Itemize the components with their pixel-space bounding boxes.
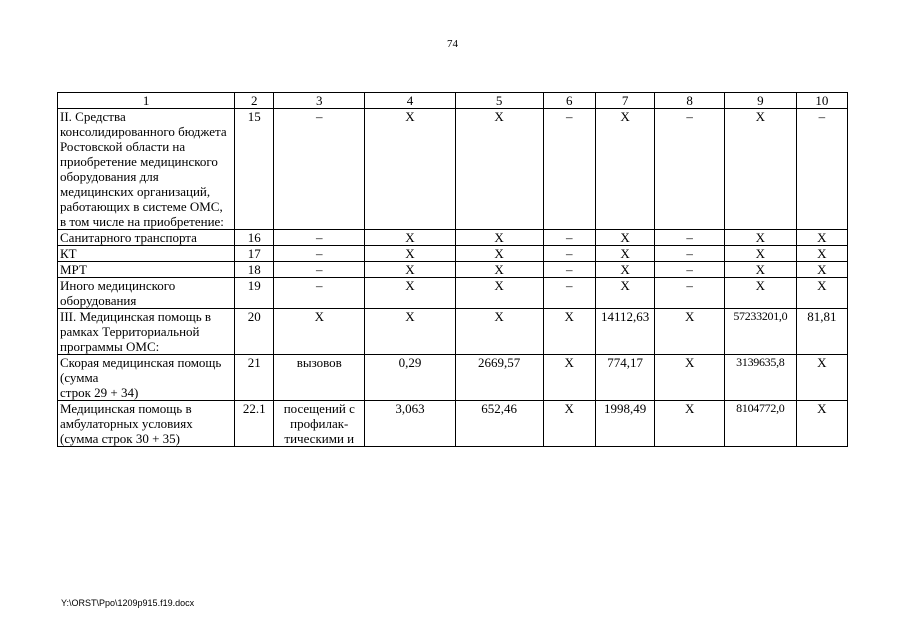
table-row <box>58 230 848 246</box>
table-cell: Х <box>365 109 455 230</box>
column-number-header: 7 <box>595 93 654 109</box>
table-cell: 18 <box>235 262 274 278</box>
table-cell: Х <box>595 278 654 309</box>
table-row <box>58 262 848 278</box>
table-cell: – <box>274 278 365 309</box>
table-cell: – <box>274 230 365 246</box>
table-cell: Х <box>655 309 725 355</box>
column-number-header: 4 <box>365 93 455 109</box>
table-cell: 21 <box>235 355 274 401</box>
column-number-header: 3 <box>274 93 365 109</box>
table-cell: Х <box>724 109 796 230</box>
table-cell: – <box>274 109 365 230</box>
table-cell: 15 <box>235 109 274 230</box>
table-cell: – <box>655 262 725 278</box>
table-cell: Х <box>455 278 543 309</box>
table-cell: вызовов <box>274 355 365 401</box>
table-cell: Х <box>724 278 796 309</box>
table-row <box>58 355 848 401</box>
table-cell: Х <box>796 355 847 401</box>
table-cell: Х <box>274 309 365 355</box>
column-number-header: 2 <box>235 93 274 109</box>
table-row <box>58 246 848 262</box>
table-row <box>58 109 848 230</box>
column-number-header: 6 <box>543 93 595 109</box>
table-cell: – <box>543 246 595 262</box>
table-cell: 3139635,8 <box>724 355 796 401</box>
table-cell: – <box>543 230 595 246</box>
row-label-cell: III. Медицинская помощь в рамках Территориальной программы ОМС: <box>58 309 235 355</box>
table-cell: Х <box>455 309 543 355</box>
table-cell: 22.1 <box>235 401 274 447</box>
table-cell: 57233201,0 <box>724 309 796 355</box>
table-cell: – <box>655 230 725 246</box>
row-label-cell: МРТ <box>58 262 235 278</box>
table-cell: Х <box>796 262 847 278</box>
table-cell: Х <box>595 262 654 278</box>
table-cell: 17 <box>235 246 274 262</box>
row-label-cell: II. Средства консолидированного бюджета Ростовской области на приобретение медицинского оборудования для медицинских организаций, работающих в системе ОМС, в том числе на приобретение: <box>58 109 235 230</box>
table-cell: посещений с профилак-тическими и <box>274 401 365 447</box>
table-cell: – <box>655 246 725 262</box>
column-number-header: 5 <box>455 93 543 109</box>
row-label-cell: Санитарного транспорта <box>58 230 235 246</box>
table-cell: Х <box>724 246 796 262</box>
table-cell: 16 <box>235 230 274 246</box>
row-label-cell: КТ <box>58 246 235 262</box>
table-cell: – <box>543 278 595 309</box>
table-cell: Х <box>455 230 543 246</box>
table-cell: 20 <box>235 309 274 355</box>
table-cell: Х <box>365 278 455 309</box>
table-cell: – <box>543 262 595 278</box>
data-table <box>57 92 848 447</box>
table-cell: 0,29 <box>365 355 455 401</box>
table-row <box>58 309 848 355</box>
column-number-header: 10 <box>796 93 847 109</box>
table-cell: Х <box>365 246 455 262</box>
table-cell: 3,063 <box>365 401 455 447</box>
table-cell: – <box>796 109 847 230</box>
table-row <box>58 401 848 447</box>
table-cell: – <box>655 278 725 309</box>
table-cell: Х <box>455 246 543 262</box>
table-cell: 1998,49 <box>595 401 654 447</box>
column-number-header: 9 <box>724 93 796 109</box>
table-cell: Х <box>595 246 654 262</box>
table-cell: – <box>274 246 365 262</box>
table-row <box>58 278 848 309</box>
row-label-cell: Скорая медицинская помощь (сумма строк 29 + 34) <box>58 355 235 401</box>
table-cell: Х <box>543 401 595 447</box>
table-cell: Х <box>455 109 543 230</box>
table-cell: Х <box>655 355 725 401</box>
table-cell: Х <box>655 401 725 447</box>
table-cell: Х <box>543 309 595 355</box>
table-cell: Х <box>365 309 455 355</box>
table-cell: 14112,63 <box>595 309 654 355</box>
table-cell: – <box>655 109 725 230</box>
table-cell: Х <box>796 246 847 262</box>
table-cell: 19 <box>235 278 274 309</box>
table-cell: 8104772,0 <box>724 401 796 447</box>
table-cell: Х <box>365 262 455 278</box>
table-cell: Х <box>595 230 654 246</box>
table-cell: Х <box>724 230 796 246</box>
table-cell: 774,17 <box>595 355 654 401</box>
table-cell: Х <box>796 278 847 309</box>
table-cell: Х <box>595 109 654 230</box>
table-cell: 81,81 <box>796 309 847 355</box>
footer-file-path: Y:\ORST\Ppo\1209p915.f19.docx <box>61 598 195 608</box>
table-header-row <box>58 93 848 109</box>
table-cell: 652,46 <box>455 401 543 447</box>
table-cell: Х <box>455 262 543 278</box>
table-cell: – <box>543 109 595 230</box>
column-number-header: 8 <box>655 93 725 109</box>
table-cell: Х <box>724 262 796 278</box>
row-label-cell: Иного медицинского оборудования <box>58 278 235 309</box>
table-cell: Х <box>365 230 455 246</box>
column-number-header: 1 <box>58 93 235 109</box>
row-label-cell: Медицинская помощь в амбулаторных условиях (сумма строк 30 + 35) <box>58 401 235 447</box>
table-cell: 2669,57 <box>455 355 543 401</box>
table-cell: Х <box>796 401 847 447</box>
table-cell: Х <box>543 355 595 401</box>
page-number: 74 <box>447 38 458 50</box>
table-cell: – <box>274 262 365 278</box>
table-cell: Х <box>796 230 847 246</box>
